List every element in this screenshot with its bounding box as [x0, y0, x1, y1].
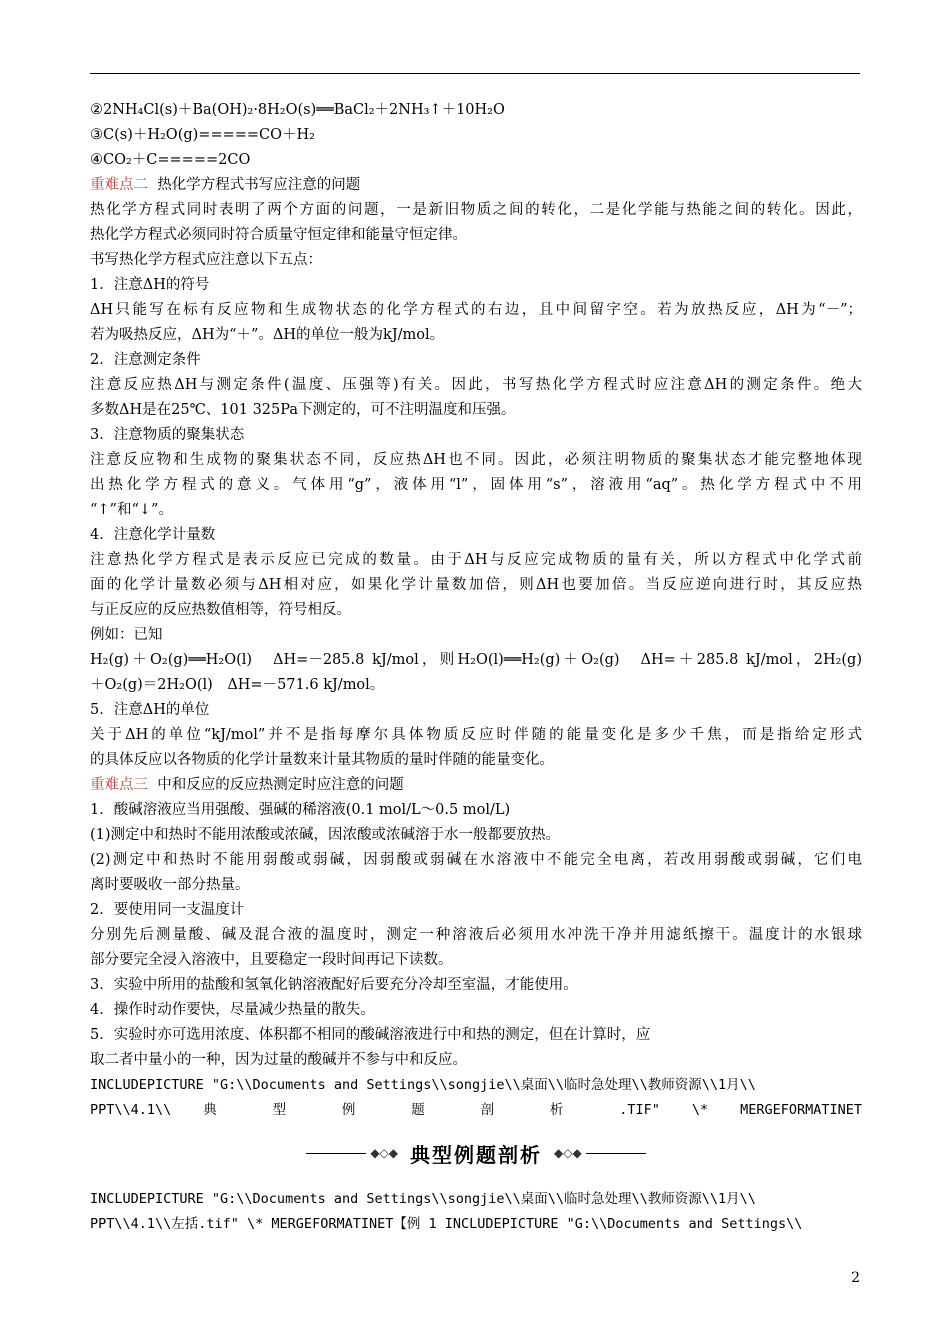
subheading: 1．酸碱溶液应当用强酸、强碱的稀溶液(0.1 mol/L～0.5 mol/L) [90, 802, 511, 818]
paragraph-line: 关于ΔH的单位“kJ/mol”并不是指每摩尔具体物质反应时伴随的能量变化是多少千焦，而是指给定形式 [90, 727, 862, 743]
section-title-2: 热化学方程式书写应注意的问题 [157, 177, 361, 193]
banner-line-left [306, 1153, 366, 1154]
paragraph-line: (2)测定中和热时不能用弱酸或弱碱，因弱酸或弱碱在水溶液中不能完全电离，若改用弱酸或弱碱，它们电 [90, 852, 862, 868]
paragraph-line: 热化学方程式必须同时符合质量守恒定律和能量守恒定律。 [90, 227, 467, 243]
field-code-line: INCLUDEPICTURE "G:\\Documents and Settings\\songjie\\桌面\\临时急处理\\教师资源\\1月\\ [90, 1077, 756, 1093]
paragraph-line: 的具体反应以各物质的化学计量数来计量其物质的量时伴随的能量变化。 [90, 752, 554, 768]
paragraph-line: 与正反应的反应热数值相等，符号相反。 [90, 602, 351, 618]
header-rule [90, 73, 860, 74]
equation-line-4: ④CO₂＋C=====2CO [90, 152, 251, 168]
field-code-line: INCLUDEPICTURE "G:\\Documents and Settings\\songjie\\桌面\\临时急处理\\教师资源\\1月\\ [90, 1191, 756, 1207]
paragraph-line: 出热化学方程式的意义。气体用“g”，液体用“l”，固体用“s”，溶液用“aq”。热化学方程式中不用 [90, 477, 862, 493]
paragraph-line: 若为吸热反应，ΔH为“＋”。ΔH的单位一般为kJ/mol。 [90, 327, 445, 343]
paragraph-line: 注意反应物和生成物的聚集状态不同，反应热ΔH也不同。因此，必须注明物质的聚集状态才能完整地体现 [90, 452, 862, 468]
diamond-ornament-icon: ◆◇◆ [370, 1146, 398, 1160]
banner-title: 典型例题剖析 [410, 1142, 542, 1167]
paragraph-line: (1)测定中和热时不能用浓酸或浓碱，因浓酸或浓碱溶于水一般都要放热。 [90, 827, 561, 843]
diamond-ornament-icon: ◆◇◆ [554, 1146, 582, 1160]
paragraph-line: 取二者中量小的一种，因为过量的酸碱并不参与中和反应。 [90, 1052, 467, 1068]
paragraph-line: 部分要完全浸入溶液中，且要稳定一段时间再记下读数。 [90, 952, 453, 968]
page-number: 2 [851, 1270, 860, 1286]
subheading: 3．注意物质的聚集状态 [90, 427, 245, 443]
paragraph-line: 5．实验时亦可选用浓度、体积都不相同的酸碱溶液进行中和热的测定，但在计算时，应 [90, 1027, 651, 1043]
equation-line-3: ③C(s)＋H₂O(g)=====CO＋H₂ [90, 127, 315, 143]
page-content [90, 98, 862, 1237]
subheading: 1．注意ΔH的符号 [90, 277, 210, 293]
section-banner [90, 1131, 862, 1175]
section-label-2: 重难点二 [90, 177, 148, 193]
section-heading-2 [90, 173, 862, 198]
subheading: 4．注意化学计量数 [90, 527, 216, 543]
field-code-line: PPT\\4.1\\ 典 型 例 题 剖 析 .TIF" \* MERGEFORMATINET [90, 1102, 862, 1118]
paragraph-line: ΔH只能写在标有反应物和生成物状态的化学方程式的右边，且中间留字空。若为放热反应，ΔH为“－”； [90, 302, 862, 318]
section-heading-3 [90, 773, 862, 798]
paragraph-line: 离时要吸收一部分热量。 [90, 877, 250, 893]
paragraph-line: 注意反应热ΔH与测定条件(温度、压强等)有关。因此，书写热化学方程式时应注意ΔH的测定条件。绝大 [90, 377, 862, 393]
paragraph-line: 例如：已知 [90, 627, 163, 643]
paragraph-line: 4．操作时动作要快，尽量减少热量的散失。 [90, 1002, 375, 1018]
subheading: 2．要使用同一支温度计 [90, 902, 245, 918]
paragraph-line: 面的化学计量数必须与ΔH相对应，如果化学计量数加倍，则ΔH也要加倍。当反应逆向进行时，其反应热 [90, 577, 862, 593]
paragraph-line: 热化学方程式同时表明了两个方面的问题，一是新旧物质之间的转化，二是化学能与热能之间的转化。因此， [90, 202, 862, 218]
paragraph-line: 多数ΔH是在25℃、101 325Pa下测定的，可不注明温度和压强。 [90, 402, 516, 418]
section-label-3: 重难点三 [90, 777, 148, 793]
field-code-line: PPT\\4.1\\左括.tif" \* MERGEFORMATINET【例 1 INCLUDEPICTURE "G:\\Documents and Settings\\ [90, 1216, 803, 1232]
subheading: 5．注意ΔH的单位 [90, 702, 210, 718]
subheading: 2．注意测定条件 [90, 352, 201, 368]
paragraph-line: 3．实验中所用的盐酸和氢氧化钠溶液配好后要充分冷却至室温，才能使用。 [90, 977, 578, 993]
banner-line-right [586, 1153, 646, 1154]
section-title-3: 中和反应的反应热测定时应注意的问题 [157, 777, 404, 793]
paragraph-line: 分别先后测量酸、碱及混合液的温度时，测定一种溶液后必须用水冲洗干净并用滤纸擦干。温度计的水银球 [90, 927, 862, 943]
example-equation-line: ＋O₂(g)＝2H₂O(l) ΔH=－571.6 kJ/mol。 [90, 677, 385, 693]
example-equation-line: H₂(g)＋O₂(g)══H₂O(l) ΔH=－285.8 kJ/mol，则H₂O(l)══H₂(g)＋O₂(g) ΔH=＋285.8 kJ/mol，2H₂(g) [90, 652, 862, 668]
paragraph-line: 注意热化学方程式是表示反应已完成的数量。由于ΔH与反应完成物质的量有关，所以方程式中化学式前 [90, 552, 862, 568]
paragraph-line: “↑”和“↓”。 [90, 502, 173, 518]
equation-line-2: ②2NH₄Cl(s)＋Ba(OH)₂·8H₂O(s)══BaCl₂＋2NH₃↑＋10H₂O [90, 102, 505, 118]
paragraph-line: 书写热化学方程式应注意以下五点： [90, 252, 322, 268]
